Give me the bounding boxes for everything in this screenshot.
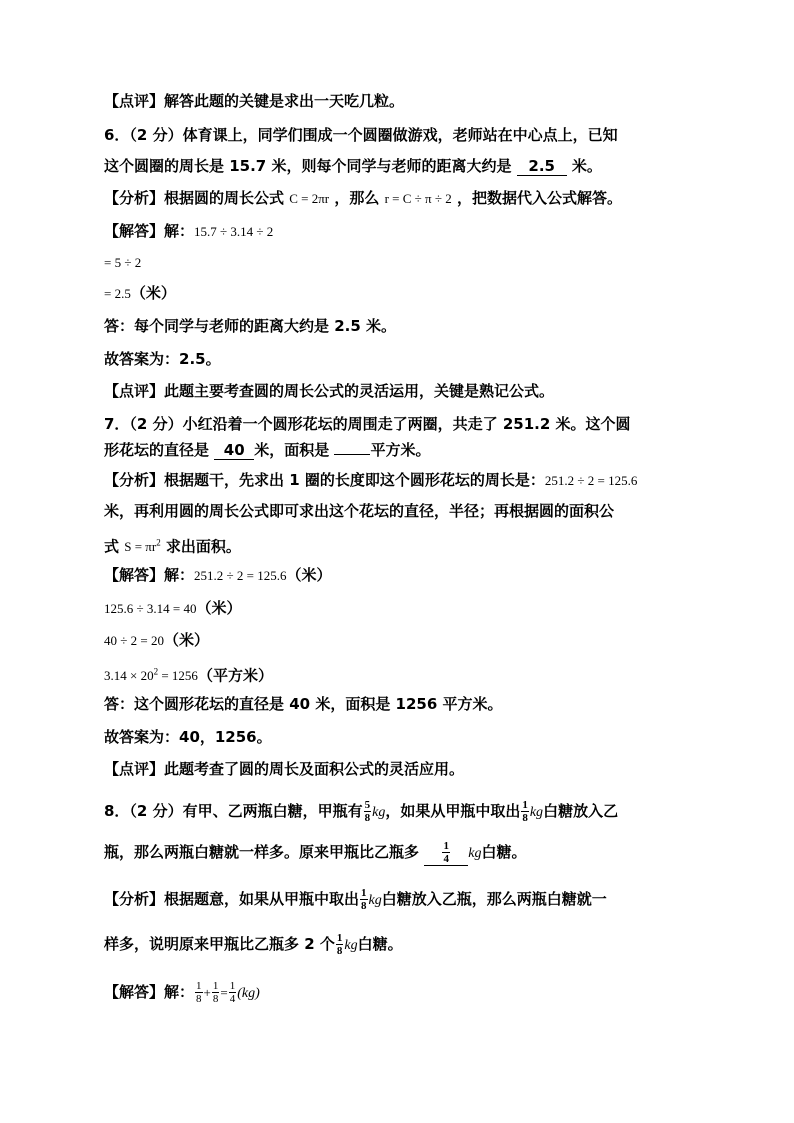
q8-unit-kg: kg <box>372 805 386 820</box>
q8-sol-fraction-result <box>229 980 237 1005</box>
fraction-denominator: 8 <box>196 993 202 1005</box>
q7-solution-step2: 125.6 ÷ 3.14 = 40 <box>104 601 197 616</box>
q7-area-formula <box>124 539 160 554</box>
q8-sol-fraction-b <box>212 980 220 1005</box>
q7-analysis-formula: 251.2 ÷ 2 = 125.6 <box>544 473 638 488</box>
fraction-numerator: 5 <box>364 799 371 811</box>
fraction-denominator: 4 <box>229 993 236 1005</box>
q6-analysis <box>104 188 622 209</box>
fraction-denominator: 8 <box>522 812 528 824</box>
q7-analysis-line1 <box>104 470 637 491</box>
fraction-numerator: 1 <box>196 980 202 992</box>
fraction-numerator: 1 <box>443 840 449 852</box>
fraction-numerator: 1 <box>212 980 219 992</box>
q7-answer-blank-diameter: 40 <box>214 441 254 460</box>
q8-sol-unit: (kg) <box>237 986 260 1001</box>
q6-solution-unit: （米） <box>130 284 176 302</box>
q7-reply: 答：这个圆形花坛的直径是 40 米，面积是 1256 平方米。 <box>104 695 503 713</box>
q7-solution-step4-line <box>104 662 273 686</box>
q6-analysis-mid: ，那么 <box>329 189 385 207</box>
q6-solution-step3-line <box>104 283 176 304</box>
fraction-denominator: 4 <box>443 853 449 865</box>
q7-comment: 【点评】此题考查了圆的周长及面积公式的灵活应用。 <box>104 760 465 778</box>
q6-analysis-text: 【分析】根据圆的周长公式 <box>104 189 290 207</box>
q6-final-answer: 故答案为：2.5。 <box>104 350 221 368</box>
q7-stem-text: 形花坛的直径是 <box>104 441 215 459</box>
q7-analysis-text: 【分析】根据题干，先求出 1 圈的长度即这个圆形花坛的周长是： <box>104 471 545 489</box>
q7-solution-step3: 40 ÷ 2 = 20 <box>104 633 164 648</box>
q8-analysis-fraction <box>360 887 368 912</box>
q8-fraction-five-eighths <box>364 799 372 824</box>
q7-solution-step3-line <box>104 630 209 651</box>
q7-stem-line2 <box>104 440 430 460</box>
fraction-denominator: 8 <box>212 993 219 1005</box>
q6-stem-line1: 6．（2 分）体育课上，同学们围成一个圆圈做游戏，老师站在中心点上，已知 <box>104 126 618 144</box>
q7-analysis-line3 <box>104 533 241 557</box>
q7-solution-label: 【解答】解： <box>104 566 195 584</box>
q6-answer-blank: 2.5 <box>517 157 567 176</box>
q8-unit-kg-5: kg <box>344 938 358 953</box>
q7-answer-blank-area <box>334 454 370 455</box>
q6-reply: 答：每个同学与老师的距离大约是 2.5 米。 <box>104 317 397 335</box>
q6-stem-end: 米。 <box>566 157 602 175</box>
fraction-denominator: 8 <box>336 945 343 957</box>
q8-stem-end: 白糖放入乙 <box>543 802 619 820</box>
q8-analysis-end: 白糖放入乙瓶，那么两瓶白糖就一 <box>381 890 607 908</box>
q8-stem-line2 <box>104 838 526 868</box>
q6-formula-circumference: C = 2πr <box>289 191 330 206</box>
fraction-numerator: 1 <box>361 887 367 899</box>
q8-stem-line1 <box>104 797 618 827</box>
q6-solution <box>104 221 273 242</box>
q7-step4-result: = 1256 <box>158 668 198 684</box>
q7-solution-step4-unit: （平方米） <box>197 666 273 685</box>
q6-stem-text: 这个圆圈的周长是 15.7 米，则每个同学与老师的距离大约是 <box>104 157 517 175</box>
q8-answer-blank <box>424 839 468 866</box>
q8-analysis2-text: 样多，说明原来甲瓶比乙瓶多 2 个 <box>104 935 335 953</box>
q8-unit-kg-4: kg <box>368 893 382 908</box>
q7-area-exponent: 2 <box>156 538 161 548</box>
q7-solution-step1: 251.2 ÷ 2 = 125.6 <box>194 568 287 583</box>
q6-comment: 【点评】此题主要考查圆的周长公式的灵活运用，关键是熟记公式。 <box>104 382 555 400</box>
q8-analysis2-fraction <box>336 932 344 957</box>
q8-stem2-end: 白糖。 <box>481 843 527 861</box>
q8-unit-kg-3: kg <box>468 846 482 861</box>
q8-analysis-text: 【分析】根据题意，如果从甲瓶中取出 <box>104 890 360 908</box>
q8-unit-kg-2: kg <box>529 805 544 820</box>
q7-stem-mid: 米，面积是 <box>254 441 335 459</box>
q7-analysis-line2: 米，再利用圆的周长公式即可求出这个花坛的直径，半径；再根据圆的面积公 <box>104 502 615 520</box>
fraction-numerator: 1 <box>522 799 528 811</box>
q7-solution-step3-unit: （米） <box>163 631 209 649</box>
q7-solution-step2-line <box>104 598 241 619</box>
q7-step4-exponent: 2 <box>153 667 159 677</box>
q7-analysis3-text: 式 <box>104 537 125 556</box>
q7-stem-end: 平方米。 <box>370 441 431 459</box>
q7-analysis3-end: 求出面积。 <box>160 537 241 556</box>
q8-stem-text: 8．（2 分）有甲、乙两瓶白糖，甲瓶有 <box>104 802 363 820</box>
q6-solution-step3: = 2.5 <box>104 286 131 301</box>
fraction-numerator: 1 <box>336 932 343 944</box>
q8-analysis2-end: 白糖。 <box>357 935 403 953</box>
q6-analysis-end: ，把数据代入公式解答。 <box>451 189 622 207</box>
comment-q5: 【点评】解答此题的关键是求出一天吃几粒。 <box>104 92 405 110</box>
fraction-denominator: 8 <box>361 900 367 912</box>
q8-sol-fraction-a <box>195 980 203 1005</box>
q8-answer-fraction <box>442 840 450 865</box>
q8-fraction-one-eighth <box>521 799 529 824</box>
q7-solution-step4 <box>104 668 198 683</box>
q7-area-formula-lhs: S = πr <box>124 539 157 555</box>
q8-analysis-line2 <box>104 930 403 960</box>
q8-stem2-text: 瓶，那么两瓶白糖就一样多。原来甲瓶比乙瓶多 <box>104 843 425 861</box>
fraction-numerator: 1 <box>229 980 236 992</box>
q6-solution-step2: = 5 ÷ 2 <box>104 255 142 270</box>
q8-solution <box>104 978 260 1008</box>
q7-final-answer: 故答案为：40，1256。 <box>104 728 272 746</box>
q7-stem-line1: 7．（2 分）小红沿着一个圆形花坛的周围走了两圈，共走了 251.2 米。这个圆 <box>104 415 631 433</box>
q6-stem-line2 <box>104 156 602 176</box>
q7-step4-lhs: 3.14 × 20 <box>104 668 154 684</box>
q6-formula-radius: r = C ÷ π ÷ 2 <box>384 191 452 206</box>
q7-solution-step2-unit: （米） <box>196 599 242 617</box>
q8-sol-plus: + <box>203 985 211 1000</box>
q7-solution-step1-unit: （米） <box>286 566 332 584</box>
q8-sol-equals: = <box>220 985 228 1000</box>
q8-analysis-line1 <box>104 885 607 915</box>
q6-solution-step1: 15.7 ÷ 3.14 ÷ 2 <box>194 224 274 239</box>
fraction-denominator: 8 <box>364 812 371 824</box>
q8-solution-label: 【解答】解： <box>104 983 195 1001</box>
q7-solution <box>104 565 332 586</box>
q6-solution-label: 【解答】解： <box>104 222 195 240</box>
q8-stem-mid: ，如果从甲瓶中取出 <box>385 802 521 820</box>
